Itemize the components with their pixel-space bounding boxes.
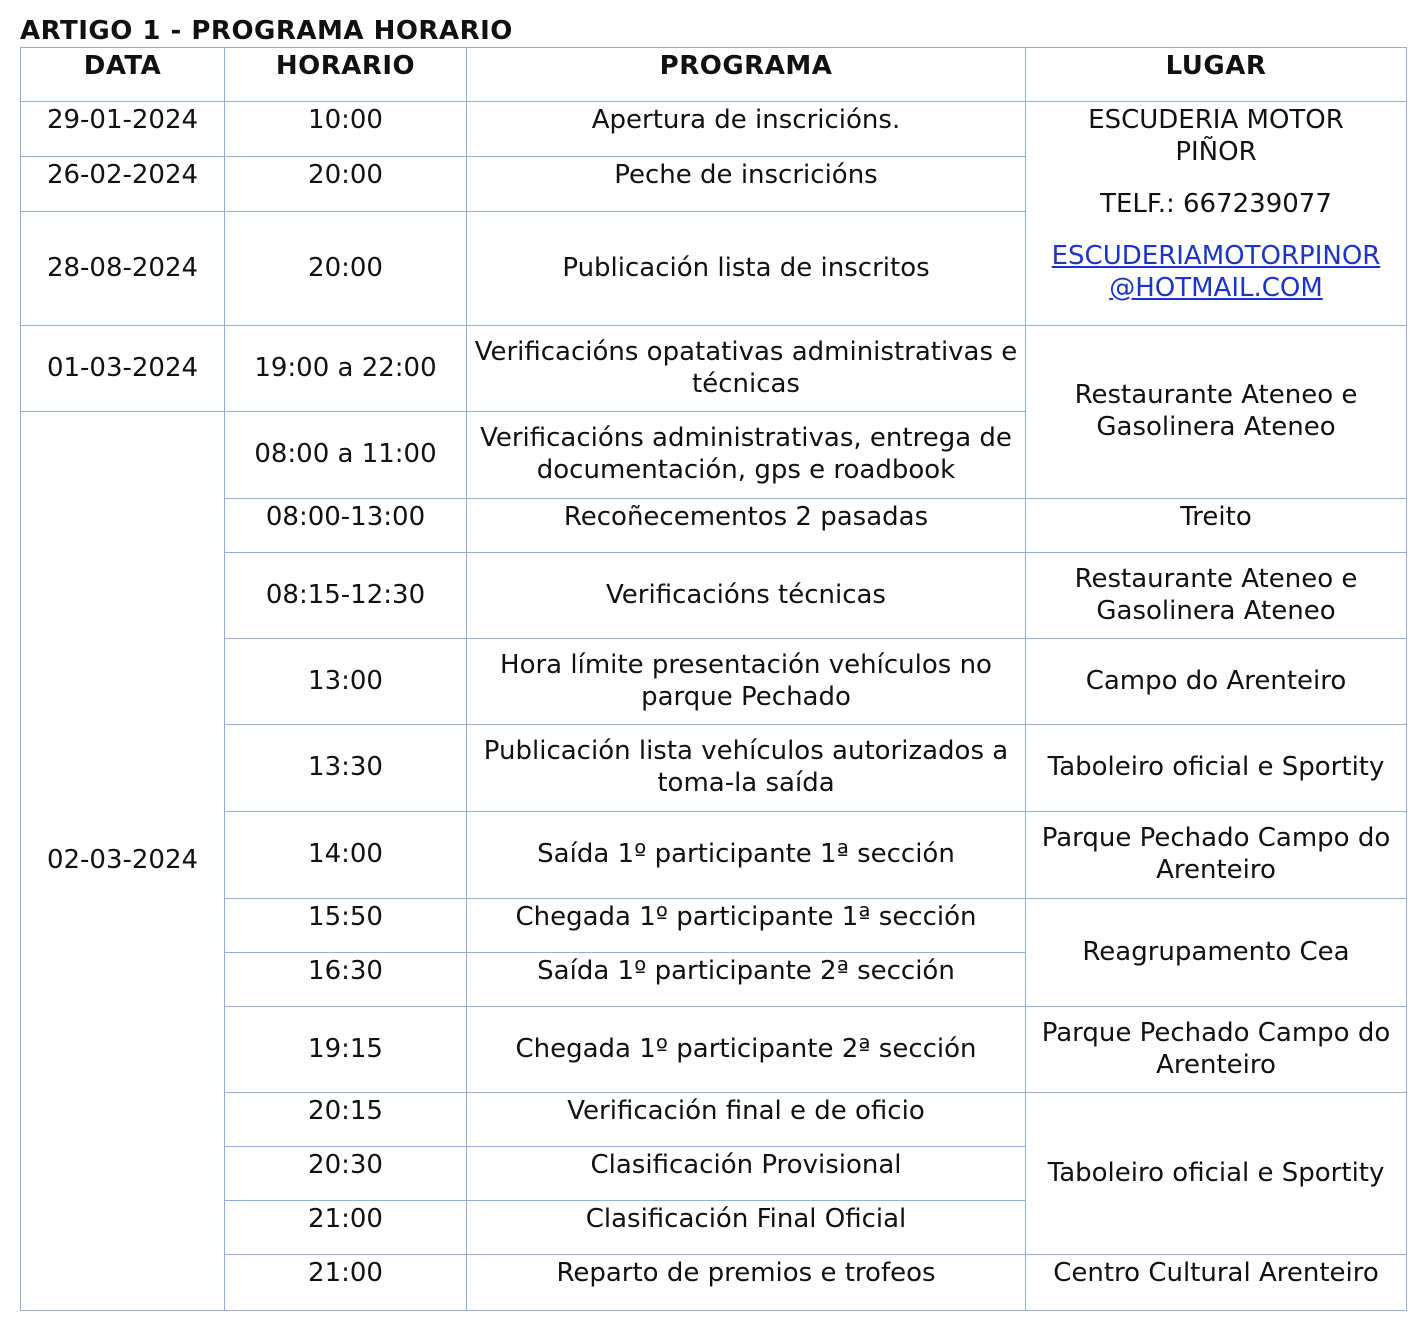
row-program: Hora límite presentación vehículos no parque Pechado xyxy=(467,639,1026,725)
row-time: 20:15 xyxy=(225,1093,467,1147)
schedule-table xyxy=(20,47,1407,1311)
row-program: Verificacións opatativas administrativas e técnicas xyxy=(467,326,1026,412)
header-lugar: LUGAR xyxy=(1026,48,1407,102)
row-time: 19:00 a 22:00 xyxy=(225,326,467,412)
row-program: Clasificación Provisional xyxy=(467,1147,1026,1201)
row-program: Recoñecementos 2 pasadas xyxy=(467,499,1026,553)
email-link-line1[interactable]: ESCUDERIAMOTORPINOR xyxy=(1051,241,1381,271)
email-link-line2[interactable]: @HOTMAIL.COM xyxy=(1109,273,1323,303)
table-row xyxy=(21,326,1407,412)
row-date-merged: 02-03-2024 xyxy=(21,412,225,1311)
page-title: ARTIGO 1 - PROGRAMA HORARIO xyxy=(20,16,513,46)
lugar-campo: Campo do Arenteiro xyxy=(1026,639,1407,725)
row-time: 21:00 xyxy=(225,1201,467,1255)
row-program: Verificacións administrativas, entrega de documentación, gps e roadbook xyxy=(467,412,1026,499)
row-time: 15:50 xyxy=(225,899,467,953)
row-program: Chegada 1º participante 2ª sección xyxy=(467,1007,1026,1093)
table-row xyxy=(21,102,1407,157)
escuderia-name-line2: PIÑOR xyxy=(1175,137,1257,167)
table-row xyxy=(21,899,1407,953)
row-time: 08:00-13:00 xyxy=(225,499,467,553)
row-time: 10:00 xyxy=(225,102,467,157)
table-row xyxy=(21,1007,1407,1093)
header-data: DATA xyxy=(21,48,225,102)
row-date: 01-03-2024 xyxy=(21,326,225,412)
row-time: 20:00 xyxy=(225,212,467,326)
row-program: Apertura de inscricións. xyxy=(467,102,1026,157)
row-date: 26-02-2024 xyxy=(21,157,225,212)
row-program: Publicación lista de inscritos xyxy=(467,212,1026,326)
row-program: Saída 1º participante 1ª sección xyxy=(467,812,1026,899)
table-row xyxy=(21,553,1407,639)
table-row xyxy=(21,725,1407,812)
row-date: 29-01-2024 xyxy=(21,102,225,157)
lugar-centro: Centro Cultural Arenteiro xyxy=(1026,1255,1407,1311)
row-date: 28-08-2024 xyxy=(21,212,225,326)
row-time: 08:00 a 11:00 xyxy=(225,412,467,499)
row-program: Verificacións técnicas xyxy=(467,553,1026,639)
row-time: 19:15 xyxy=(225,1007,467,1093)
row-program: Verificación final e de oficio xyxy=(467,1093,1026,1147)
row-program: Clasificación Final Oficial xyxy=(467,1201,1026,1255)
table-row xyxy=(21,1093,1407,1147)
row-time: 08:15-12:30 xyxy=(225,553,467,639)
escuderia-phone: TELF.: 667239077 xyxy=(1100,189,1332,219)
lugar-ateneo: Restaurante Ateneo e Gasolinera Ateneo xyxy=(1026,326,1407,499)
lugar-reagrupamento: Reagrupamento Cea xyxy=(1026,899,1407,1007)
header-row xyxy=(21,48,1407,102)
lugar-treito: Treito xyxy=(1026,499,1407,553)
row-time: 20:30 xyxy=(225,1147,467,1201)
header-programa: PROGRAMA xyxy=(467,48,1026,102)
row-time: 21:00 xyxy=(225,1255,467,1311)
table-row xyxy=(21,812,1407,899)
row-program: Saída 1º participante 2ª sección xyxy=(467,953,1026,1007)
row-time: 20:00 xyxy=(225,157,467,212)
row-program: Reparto de premios e trofeos xyxy=(467,1255,1026,1311)
lugar-taboleiro-1: Taboleiro oficial e Sportity xyxy=(1026,725,1407,812)
row-program: Peche de inscricións xyxy=(467,157,1026,212)
row-program: Publicación lista vehículos autorizados a toma-la saída xyxy=(467,725,1026,812)
lugar-ateneo-2: Restaurante Ateneo e Gasolinera Ateneo xyxy=(1026,553,1407,639)
escuderia-name-line1: ESCUDERIA MOTOR xyxy=(1088,105,1344,135)
table-row xyxy=(21,499,1407,553)
lugar-taboleiro-2: Taboleiro oficial e Sportity xyxy=(1026,1093,1407,1255)
row-time: 13:00 xyxy=(225,639,467,725)
lugar-escuderia xyxy=(1026,102,1407,326)
table-row xyxy=(21,639,1407,725)
lugar-parque-2: Parque Pechado Campo do Arenteiro xyxy=(1026,1007,1407,1093)
row-program: Chegada 1º participante 1ª sección xyxy=(467,899,1026,953)
row-time: 14:00 xyxy=(225,812,467,899)
lugar-parque-1: Parque Pechado Campo do Arenteiro xyxy=(1026,812,1407,899)
row-time: 16:30 xyxy=(225,953,467,1007)
table-row xyxy=(21,1255,1407,1311)
row-time: 13:30 xyxy=(225,725,467,812)
header-horario: HORARIO xyxy=(225,48,467,102)
